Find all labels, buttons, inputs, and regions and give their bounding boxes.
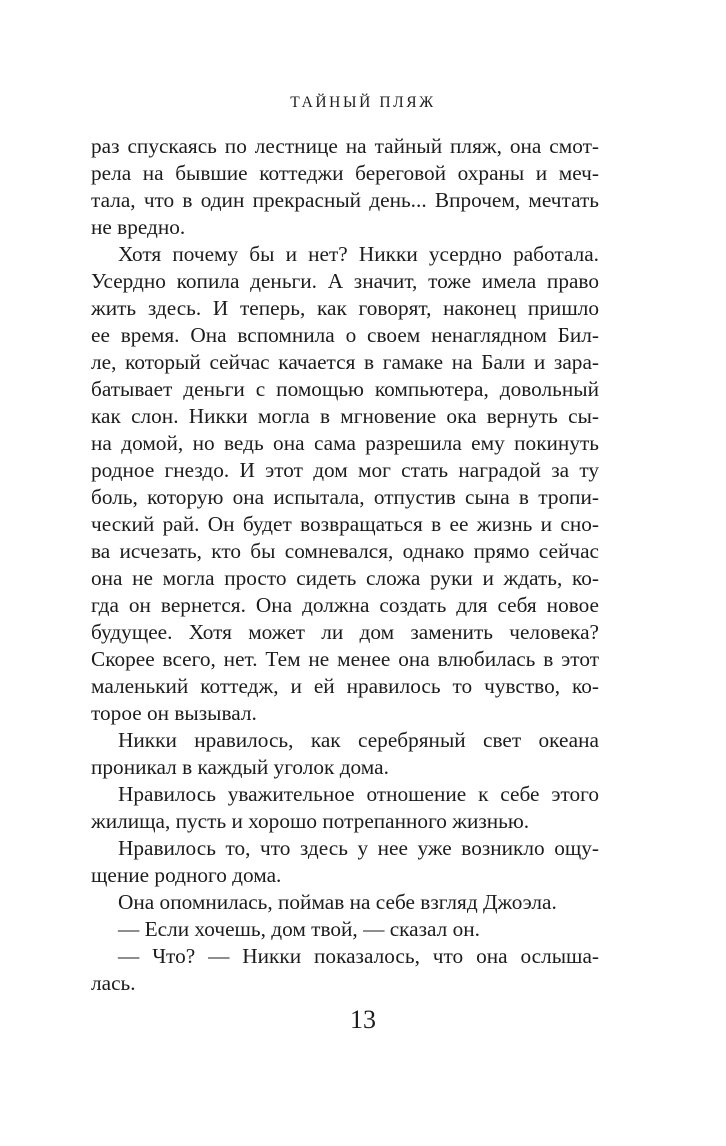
text-line: проникал в каждый уголок дома.	[91, 755, 389, 779]
text-line: жилища, пусть и хорошо потрепанного жизнью.	[91, 809, 530, 833]
text-line: ва исчезать, кто бы сомневался, однако прямо сейчас	[91, 539, 599, 563]
running-head: ТАЙНЫЙ ПЛЯЖ	[290, 94, 436, 111]
text-line: — Что? — Никки показалось, что она ослыша-	[118, 944, 599, 968]
text-line: Никки нравилось, как серебряный свет океана	[118, 728, 599, 752]
paragraph	[91, 727, 599, 781]
text-line: лась.	[91, 971, 136, 995]
text-line: гда он вернется. Она должна создать для себя новое	[91, 593, 599, 617]
text-line: Она опомнилась, поймав на себе взгляд Джоэла.	[118, 890, 557, 914]
text-line: — Если хочешь, дом твой, — сказал он.	[118, 917, 481, 941]
text-line: как слон. Никки могла в мгновение ока вернуть сы-	[91, 404, 599, 428]
text-line: батывает деньги с помощью компьютера, довольный	[91, 377, 599, 401]
text-line: Скорее всего, нет. Тем не менее она влюбилась в этот	[91, 647, 599, 671]
text-line: щение родного дома.	[91, 863, 282, 887]
paragraph	[91, 916, 599, 943]
text-line: рела на бывшие коттеджи береговой охраны и меч-	[91, 161, 599, 185]
text-line: боль, которую она испытала, отпустив сына в тропи-	[91, 485, 599, 509]
paragraph	[91, 241, 599, 727]
text-line: родное гнездо. И этот дом мог стать наградой за ту	[91, 458, 599, 482]
text-line: не вредно.	[91, 215, 186, 239]
text-line: на домой, но ведь она сама разрешила ему покинуть	[91, 431, 599, 455]
paragraph	[91, 835, 599, 889]
text-line: Усердно копила деньги. А значит, тоже имела право	[91, 269, 599, 293]
paragraph	[91, 133, 599, 241]
text-line: Хотя почему бы и нет? Никки усердно работала.	[118, 242, 599, 266]
text-line: жить здесь. И теперь, как говорят, наконец пришло	[91, 296, 599, 320]
paragraph	[91, 889, 599, 916]
text-line: ческий рай. Он будет возвращаться в ее жизнь и сно-	[91, 512, 599, 536]
text-line: Нравилось уважительное отношение к себе этого	[118, 782, 599, 806]
text-line: ле, который сейчас качается в гамаке на Бали и зара-	[91, 350, 599, 374]
body-text	[91, 133, 599, 997]
text-line: ее время. Она вспомнила о своем ненаглядном Бил-	[91, 323, 599, 347]
text-line: торое он вызывал.	[91, 701, 257, 725]
page-number: 13	[350, 1005, 376, 1034]
paragraph	[91, 781, 599, 835]
text-line: маленький коттедж, и ей нравилось то чувство, ко-	[91, 674, 599, 698]
text-line: тала, что в один прекрасный день... Впрочем, мечтать	[91, 188, 599, 212]
text-line: будущее. Хотя может ли дом заменить человека?	[91, 620, 599, 644]
text-line: она не могла просто сидеть сложа руки и ждать, ко-	[91, 566, 599, 590]
text-line: раз спускаясь по лестнице на тайный пляж, она смот-	[91, 134, 599, 158]
text-line: Нравилось то, что здесь у нее уже возникло ощу-	[118, 836, 599, 860]
paragraph	[91, 943, 599, 997]
